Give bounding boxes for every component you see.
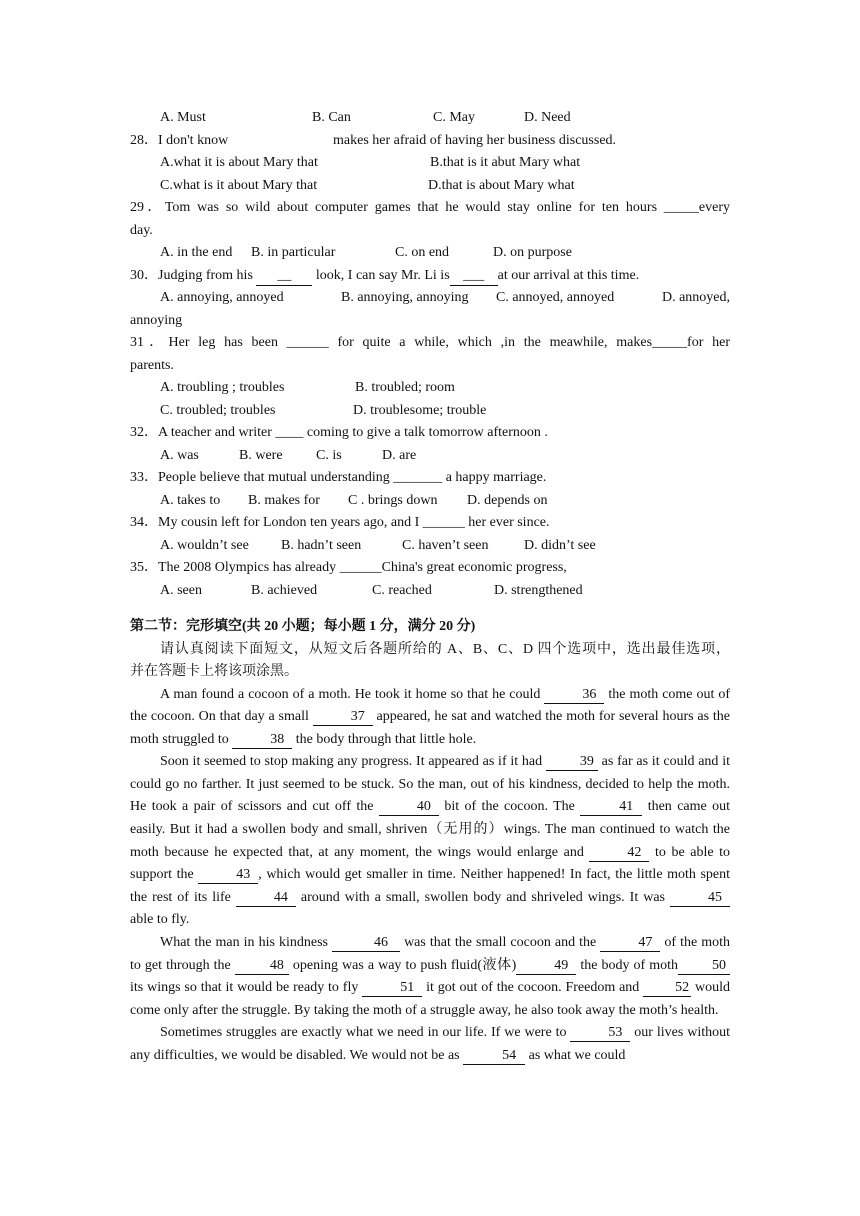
option-a: A. seen <box>160 582 202 598</box>
passage-text: bit of the cocoon. The <box>444 799 575 815</box>
option-b: B. were <box>239 447 283 463</box>
answer-blank: ___ <box>450 267 498 286</box>
question-number: 32． <box>130 425 158 440</box>
question-text: Her leg has been ______ for quite a while, which ,in the meawhile, makes_____for her <box>168 335 730 350</box>
q34-stem <box>130 512 730 535</box>
cloze-blank-37: 37 <box>313 708 373 726</box>
cloze-blank-36: 36 <box>544 686 604 704</box>
passage-text: would come only after the struggle. By taking the moth of a struggle away, he also took away the moth’s health. <box>130 980 731 1018</box>
cloze-blank-43: 43 <box>198 866 258 884</box>
cloze-blank-38: 38 <box>232 731 292 749</box>
passage-text: around with a small, swollen body and shriveled wings. It was <box>300 889 665 905</box>
q31-stem-cont: parents. <box>130 357 174 373</box>
option-d: D. annoyed, <box>661 290 730 305</box>
q33-stem <box>130 467 730 490</box>
passage-text: it got out of the cocoon. Freedom and <box>426 980 640 996</box>
passage-text: our lives without any difficulties, we would be disabled. We would not be as <box>130 1025 730 1063</box>
cloze-blank-53: 53 <box>570 1024 630 1042</box>
option-a: A. troubling ; troubles <box>160 380 285 395</box>
cloze-blank-39: 39 <box>546 753 598 771</box>
passage-text: as what we could <box>528 1048 626 1063</box>
q29-stem <box>130 197 730 220</box>
option-a: A.what it is about Mary that <box>160 155 318 170</box>
passage-text: then came out easily. But it had a swollen body and small, shriven（无用的）wings. The man continued to watch the moth because he expected that, at any moment, the wings would enlarge and <box>130 799 731 860</box>
option-a: A. was <box>160 447 199 463</box>
answer-blank: __ <box>256 267 312 286</box>
passage-paragraph-1 <box>130 684 730 752</box>
question-text: look, I can say Mr. Li is <box>315 267 450 283</box>
passage-paragraph-3 <box>130 932 730 1022</box>
question-number: 28． <box>130 132 158 148</box>
question-number: 30． <box>130 267 158 283</box>
passage-text: Soon it seemed to stop making any progress. It appeared as if it had <box>160 754 543 770</box>
q31-options-row1 <box>130 377 730 400</box>
option-b: B. hadn’t seen <box>281 537 362 553</box>
section-instructions: 请认真阅读下面短文，从短文后各题所给的 A、B、C、D 四个选项中，选出最佳选项， <box>160 641 730 657</box>
q28-options-row1 <box>130 152 730 175</box>
cloze-blank-50: 50 <box>678 957 730 975</box>
question-number: 33． <box>130 470 158 485</box>
option-c: C . brings down <box>348 492 438 508</box>
option-c: C. troubled; troubles <box>160 402 276 418</box>
option-a: A. Must <box>160 110 206 125</box>
question-number: 35． <box>130 560 158 575</box>
passage-text: the body of moth <box>580 957 679 973</box>
option-c: C. reached <box>372 582 432 598</box>
option-a: A. takes to <box>160 492 221 508</box>
option-a: A. wouldn’t see <box>160 537 249 553</box>
question-text: makes her afraid of having her business discussed. <box>333 132 617 148</box>
passage-text: of the moth to get through the <box>130 935 731 973</box>
passage-text: its wings so that it would be ready to fly <box>130 980 359 996</box>
q35-options <box>130 580 730 603</box>
q33-options <box>130 490 730 513</box>
passage-paragraph-2 <box>130 751 730 932</box>
option-c: C.what is it about Mary that <box>160 177 318 193</box>
cloze-blank-52: 52 <box>643 979 691 997</box>
option-c: C. May <box>433 110 475 125</box>
passage-text: , which would get smaller in time. Neither happened! In fact, the little moth spent the rest of its life <box>130 867 730 905</box>
cloze-blank-47: 47 <box>600 934 660 952</box>
q29-stem-cont: day. <box>130 222 153 238</box>
passage-text: was that the small cocoon and the <box>404 935 597 951</box>
exam-page <box>130 107 730 1068</box>
question-text: My cousin left for London ten years ago, and I ______ her ever since. <box>158 515 550 530</box>
option-b: B. troubled; room <box>355 380 455 395</box>
option-a: A. annoying, annoyed <box>160 290 284 305</box>
question-text: People believe that mutual understanding _______ a happy marriage. <box>158 470 547 485</box>
question-text: I don't know <box>158 132 229 148</box>
passage-text: appeared, he sat and watched the moth for several hours as the moth struggled to <box>130 709 730 747</box>
option-c: C. on end <box>395 245 450 260</box>
passage-text: as far as it could and it could go no farther. It just seemed to be stuck. So the man, out of his kindness, decided to help the moth. He took a pair of scissors and cut off the <box>130 754 730 815</box>
option-c: C. annoyed, annoyed <box>496 290 615 305</box>
q29-options <box>130 242 730 265</box>
question-text: A teacher and writer ____ coming to give a talk tomorrow afternoon . <box>158 425 548 440</box>
passage-text: the moth come out of the cocoon. On that day a small <box>130 686 731 725</box>
cloze-blank-44: 44 <box>236 889 296 907</box>
option-d: D. on purpose <box>493 245 572 260</box>
option-d: D. strengthened <box>494 582 583 598</box>
question-text: Tom was so wild about computer games that he would stay online for ten hours _____every <box>164 200 731 215</box>
option-b: B.that is it abut Mary what <box>430 155 581 170</box>
q34-options <box>130 535 730 558</box>
cloze-blank-51: 51 <box>362 979 422 997</box>
passage-text: What the man in his kindness <box>160 935 328 951</box>
q30-stem <box>130 265 730 288</box>
q28-options-row2 <box>130 175 730 198</box>
question-text: at our arrival at this time. <box>497 267 640 283</box>
option-b: B. in particular <box>251 245 336 260</box>
option-c: C. haven’t seen <box>402 537 489 553</box>
option-d: D. troublesome; trouble <box>353 402 487 418</box>
cloze-blank-54: 54 <box>463 1047 525 1065</box>
option-b: B. annoying, annoying <box>341 290 469 305</box>
question-number: 29． <box>130 200 165 215</box>
q31-options-row2 <box>130 400 730 423</box>
cloze-blank-46: 46 <box>332 934 400 952</box>
passage-text: able to fly. <box>130 912 190 928</box>
option-b: B. makes for <box>248 492 320 508</box>
option-d: D. didn’t see <box>524 537 596 553</box>
q27-options <box>130 107 730 130</box>
q28-stem <box>130 130 730 153</box>
section-instructions-cont: 并在答题卡上将该项涂黑。 <box>130 664 298 679</box>
passage-paragraph-4 <box>130 1022 730 1067</box>
q30-options <box>130 287 730 310</box>
option-a: A. in the end <box>160 245 233 260</box>
question-text: The 2008 Olympics has already ______China's great economic progress, <box>158 560 567 575</box>
passage-text: Sometimes struggles are exactly what we need in our life. If we were to <box>160 1025 567 1041</box>
cloze-blank-40: 40 <box>379 798 439 816</box>
passage-text: the body through that little hole. <box>295 731 477 747</box>
q35-stem <box>130 557 730 580</box>
cloze-blank-48: 48 <box>235 957 289 975</box>
cloze-blank-42: 42 <box>589 844 649 862</box>
option-d: D. Need <box>524 110 571 125</box>
q31-stem <box>130 332 730 355</box>
cloze-blank-49: 49 <box>516 957 576 975</box>
section-heading: 第二节：完形填空(共 20 小题；每小题 1 分，满分 20 分) <box>130 619 476 634</box>
passage-text: opening was a way to push fluid(液体) <box>292 957 517 973</box>
option-b: B. Can <box>312 110 351 125</box>
question-number: 34． <box>130 515 158 530</box>
option-c: C. is <box>316 447 342 463</box>
option-d: D. depends on <box>467 492 548 508</box>
cloze-blank-45: 45 <box>670 889 730 907</box>
option-d: D.that is about Mary what <box>428 177 575 193</box>
passage-text: A man found a cocoon of a moth. He took it home so that he could <box>160 686 541 702</box>
q32-options <box>130 445 730 468</box>
option-b: B. achieved <box>251 582 318 598</box>
q30-options-cont: annoying <box>130 312 183 328</box>
cloze-blank-41: 41 <box>580 798 642 816</box>
q32-stem <box>130 422 730 445</box>
question-text: Judging from his <box>158 267 253 283</box>
passage-text: to be able to support the <box>130 844 731 883</box>
option-d: D. are <box>382 447 417 463</box>
question-number: 31． <box>130 335 169 350</box>
